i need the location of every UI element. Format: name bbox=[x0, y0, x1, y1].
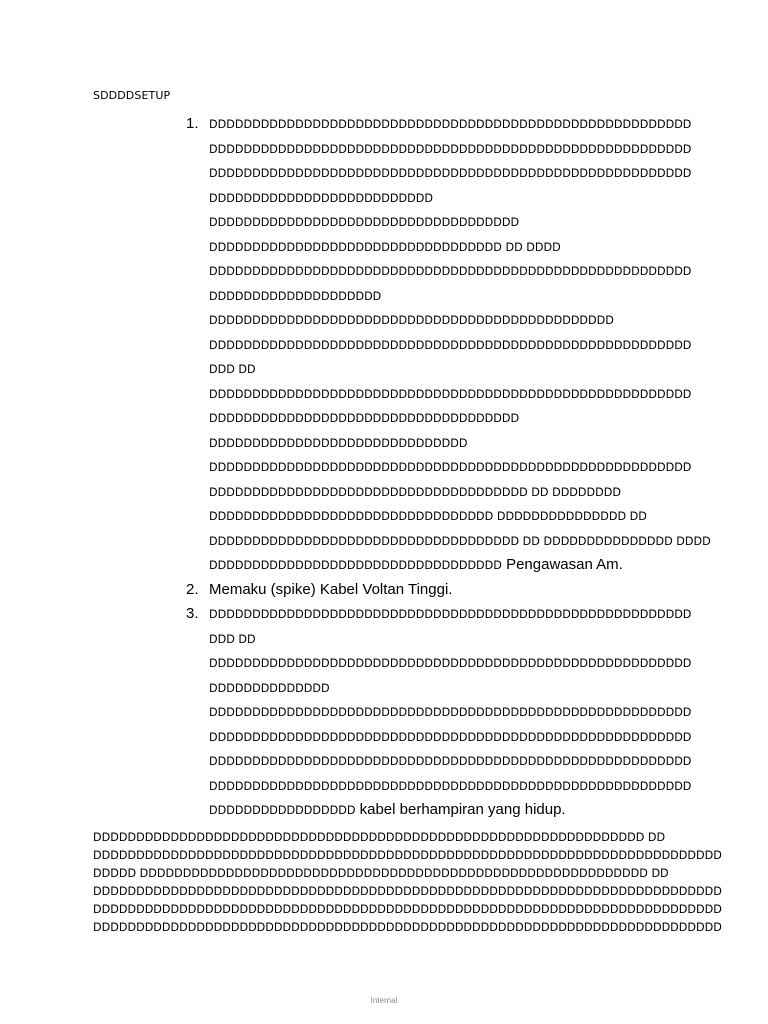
list-number: 3. bbox=[186, 605, 199, 622]
list-line: DDD DD bbox=[209, 363, 256, 376]
list-line: DDDDDDDDDDDDDDDDDDDD bbox=[209, 289, 382, 303]
list-line: DDDDDDDDDDDDDDDDDDDDDDDDDDDDDDDDDDDDDDDDDDDDDDDDDDDDDDDD bbox=[209, 779, 692, 793]
list-line: DDDDDDDDDDDDDDDDDDDDDDDDDDDDDDDDDDDDDDDDDDDDDDDDDDDDDDDD bbox=[209, 706, 692, 719]
list-line: DDDDDDDDDDDDDDDDDDDDDDDDDDDDDDDDDDDDDDDDDDDDDDDDDDDDDDDD bbox=[209, 755, 692, 768]
paragraph-line: DDDDDDDDDDDDDDDDDDDDDDDDDDDDDDDDDDDDDDDDDDDDDDDDDDDDDDDDDDDDDDDD DD bbox=[93, 831, 666, 844]
list-line: DDDDDDDDDDDDDDDDDDDDDDDDDDDDDDDDDDDDDDDDDDDDDDDDDDDDDDDD bbox=[209, 118, 692, 131]
paragraph-line: DDDDDDDDDDDDDDDDDDDDDDDDDDDDDDDDDDDDDDDDDDDDDDDDDDDDDDDDDDDDDDDDDDDDDDDDD bbox=[93, 920, 722, 934]
list-line: DDDDDDDDDDDDDDDDDDDDDDDDDDDDDD bbox=[209, 436, 468, 450]
list-line: DDD DD bbox=[209, 632, 256, 646]
list-line: DDDDDDDDDDDDDDDDDDDDDDDDDDDDDDDDDDDDDDDDDDDDDDDDDDDDDDDD bbox=[209, 387, 692, 401]
paragraph-line: DDDDDDDDDDDDDDDDDDDDDDDDDDDDDDDDDDDDDDDDDDDDDDDDDDDDDDDDDDDDDDDDDDDDDDDDD bbox=[93, 902, 722, 916]
list-item-3 bbox=[0, 604, 768, 825]
list-line: DDDDDDDDDDDDDDDDDDDDDDDDDDDDDDDDDDDD bbox=[209, 412, 520, 425]
list-line-dd: DDDDDDDDDDDDDDDDD bbox=[209, 804, 356, 817]
paragraph-line: DDDDDDDDDDDDDDDDDDDDDDDDDDDDDDDDDDDDDDDDDDDDDDDDDDDDDDDDDDDDDDDDDDDDDDDDD bbox=[93, 884, 722, 898]
list-line-text: kabel berhampiran yang hidup. bbox=[355, 801, 566, 818]
list-line: DDDDDDDDDDDDDDDDDDDDDDDDDDDDDDDDDDDDDDDDDDDDDDDDDDDDDDDD bbox=[209, 142, 692, 156]
list-line: DDDDDDDDDDDDDDDDDDDDDDDDDD bbox=[209, 191, 433, 205]
numbered-list bbox=[0, 114, 768, 825]
list-item-1 bbox=[0, 114, 768, 580]
list-line: DDDDDDDDDDDDDDDDDDDDDDDDDDDDDDDDDDDDDDDDDDDDDDDDDDDDDDDD bbox=[209, 167, 692, 180]
list-line: DDDDDDDDDDDDDDDDDDDDDDDDDDDDDDDDDDDDDDDDDDDDDDD bbox=[209, 314, 614, 327]
list-line: DDDDDDDDDDDDDDDDDDDDDDDDDDDDDDDDDDDDDDDDDDDDDDDDDDDDDDDD bbox=[209, 730, 692, 744]
document-heading: SDDDDSETUP bbox=[93, 89, 171, 102]
list-line: DDDDDDDDDDDDDDDDDDDDDDDDDDDDDDDDDDDD bbox=[209, 216, 520, 229]
list-line: DDDDDDDDDDDDDDDDDDDDDDDDDDDDDDDDDD DD DDDD bbox=[209, 240, 561, 254]
list-line: DDDDDDDDDDDDDDDDDDDDDDDDDDDDDDDDDDDDDDDDDDDDDDDDDDDDDDDD bbox=[209, 657, 692, 670]
list-number: 2. bbox=[186, 580, 199, 598]
body-paragraph bbox=[93, 829, 722, 936]
list-line: DDDDDDDDDDDDDDDDDDDDDDDDDDDDDDDDDDDDDDDDDDDDDDDDDDDDDDDD bbox=[209, 461, 692, 474]
paragraph-line: DDDDDDDDDDDDDDDDDDDDDDDDDDDDDDDDDDDDDDDDDDDDDDDDDDDDDDDDDDDDDDDDDDDDDDDDD bbox=[93, 848, 722, 862]
list-line-mixed bbox=[209, 800, 768, 825]
list-line: DDDDDDDDDDDDDD bbox=[209, 681, 330, 695]
footer-classification: Internal bbox=[370, 996, 398, 1005]
list-line: DDDDDDDDDDDDDDDDDDDDDDDDDDDDDDDDDDDDDDDDDDDDDDDDDDDDDDDD bbox=[209, 265, 692, 278]
list-item-2 bbox=[0, 580, 768, 605]
list-line: DDDDDDDDDDDDDDDDDDDDDDDDDDDDDDDDDDDDDDDDDDDDDDDDDDDDDDDD bbox=[209, 608, 692, 621]
list-line-text: Memaku (spike) Kabel Voltan Tinggi. bbox=[209, 580, 453, 598]
list-line-text: Pengawasan Am. bbox=[501, 556, 623, 573]
list-line: DDDDDDDDDDDDDDDDDDDDDDDDDDDDDDDDDDDDDDDDDDDDDDDDDDDDDDDD bbox=[209, 338, 692, 352]
list-line: DDDDDDDDDDDDDDDDDDDDDDDDDDDDDDDDDDDDD DD DDDDDDDD bbox=[209, 485, 621, 499]
paragraph-line: DDDDD DDDDDDDDDDDDDDDDDDDDDDDDDDDDDDDDDDDDDDDDDDDDDDDDDDDDDDDDDDD DD bbox=[93, 866, 669, 880]
list-line: DDDDDDDDDDDDDDDDDDDDDDDDDDDDDDDDDDDD DD DDDDDDDDDDDDDDD DDDD bbox=[209, 534, 711, 548]
list-line: DDDDDDDDDDDDDDDDDDDDDDDDDDDDDDDDD DDDDDDDDDDDDDDD DD bbox=[209, 510, 647, 523]
list-number: 1. bbox=[186, 115, 199, 132]
list-line-mixed bbox=[209, 555, 768, 580]
list-line-dd: DDDDDDDDDDDDDDDDDDDDDDDDDDDDDDDDDD bbox=[209, 559, 502, 572]
